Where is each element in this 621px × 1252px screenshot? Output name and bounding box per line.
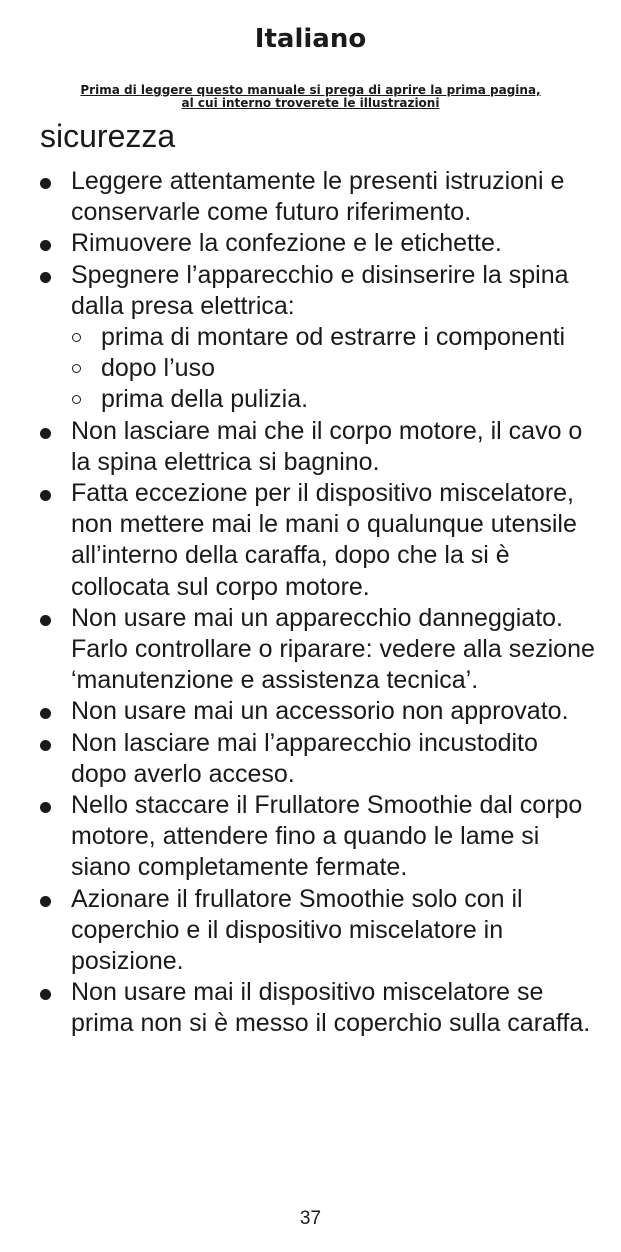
bullet-icon bbox=[40, 240, 51, 251]
list-item-text: Fatta eccezione per il dispositivo miscelatore, non mettere mai le mani o qualunque utensile all’interno della caraffa, dopo che la si è collocata sul corpo motore. bbox=[71, 479, 577, 601]
bullet-icon bbox=[40, 989, 51, 1000]
page-number: 37 bbox=[299, 1208, 322, 1229]
sub-list bbox=[71, 322, 600, 416]
list-item-text: Non lasciare mai l’apparecchio incustodito dopo averlo acceso. bbox=[71, 728, 538, 788]
notice-line-1: Prima di leggere questo manuale si prega di aprire la prima pagina, bbox=[80, 83, 541, 97]
list-item-text: Nello staccare il Frullatore Smoothie dal corpo motore, attendere fino a quando le lame si siano completamente fermate. bbox=[71, 791, 583, 882]
section-title: sicurezza bbox=[40, 118, 176, 154]
list-item bbox=[40, 478, 600, 603]
notice-line-2: al cui interno troverete le illustrazioni bbox=[181, 96, 440, 110]
list-item bbox=[40, 977, 600, 1039]
bullet-icon bbox=[40, 615, 51, 626]
sub-list-item bbox=[71, 384, 600, 415]
bullet-icon bbox=[40, 740, 51, 751]
list-item bbox=[40, 790, 600, 884]
list-item bbox=[40, 416, 600, 478]
bullet-icon bbox=[40, 802, 51, 813]
circle-bullet-icon bbox=[72, 364, 81, 373]
list-item bbox=[40, 603, 600, 697]
bullet-icon bbox=[40, 428, 51, 439]
list-item bbox=[40, 166, 600, 228]
list-item-text: Non usare mai un apparecchio danneggiato. Farlo controllare o riparare: vedere alla sezione ‘manutenzione e assistenza tecnica’. bbox=[71, 603, 595, 695]
list-item bbox=[40, 228, 600, 259]
sub-list-item bbox=[71, 353, 600, 384]
bullet-icon bbox=[40, 708, 51, 719]
list-item bbox=[40, 696, 600, 727]
list-item-text: Non usare mai il dispositivo miscelatore se prima non si è messo il coperchio sulla caraffa. bbox=[71, 978, 591, 1038]
list-item-text: Non lasciare mai che il corpo motore, il cavo o la spina elettrica si bagnino. bbox=[71, 416, 583, 476]
bullet-icon bbox=[40, 178, 51, 189]
sub-list-item-text: prima di montare od estrarre i componenti bbox=[101, 323, 566, 352]
sub-list-item-text: prima della pulizia. bbox=[101, 385, 309, 414]
circle-bullet-icon bbox=[72, 333, 81, 342]
list-item-text: Non usare mai un accessorio non approvato. bbox=[71, 697, 569, 726]
list-item-text: Spegnere l’apparecchio e disinserire la spina dalla presa elettrica: bbox=[71, 260, 569, 320]
list-item-text: Azionare il frullatore Smoothie solo con il coperchio e il dispositivo miscelatore in posizione. bbox=[71, 884, 523, 976]
sub-list-item bbox=[71, 322, 600, 353]
bullet-icon bbox=[40, 896, 51, 907]
bullet-icon bbox=[40, 272, 51, 283]
illustrations-notice bbox=[0, 84, 621, 110]
list-item-text: Leggere attentamente le presenti istruzioni e conservarle come futuro riferimento. bbox=[71, 167, 565, 227]
circle-bullet-icon bbox=[72, 395, 81, 404]
list-item bbox=[40, 884, 600, 978]
list-item bbox=[40, 728, 600, 790]
language-title: Italiano bbox=[254, 24, 367, 54]
bullet-icon bbox=[40, 490, 51, 501]
list-item bbox=[40, 260, 600, 416]
safety-list bbox=[40, 166, 600, 1040]
list-item-text: Rimuovere la confezione e le etichette. bbox=[71, 229, 502, 258]
sub-list-item-text: dopo l’uso bbox=[101, 354, 215, 383]
